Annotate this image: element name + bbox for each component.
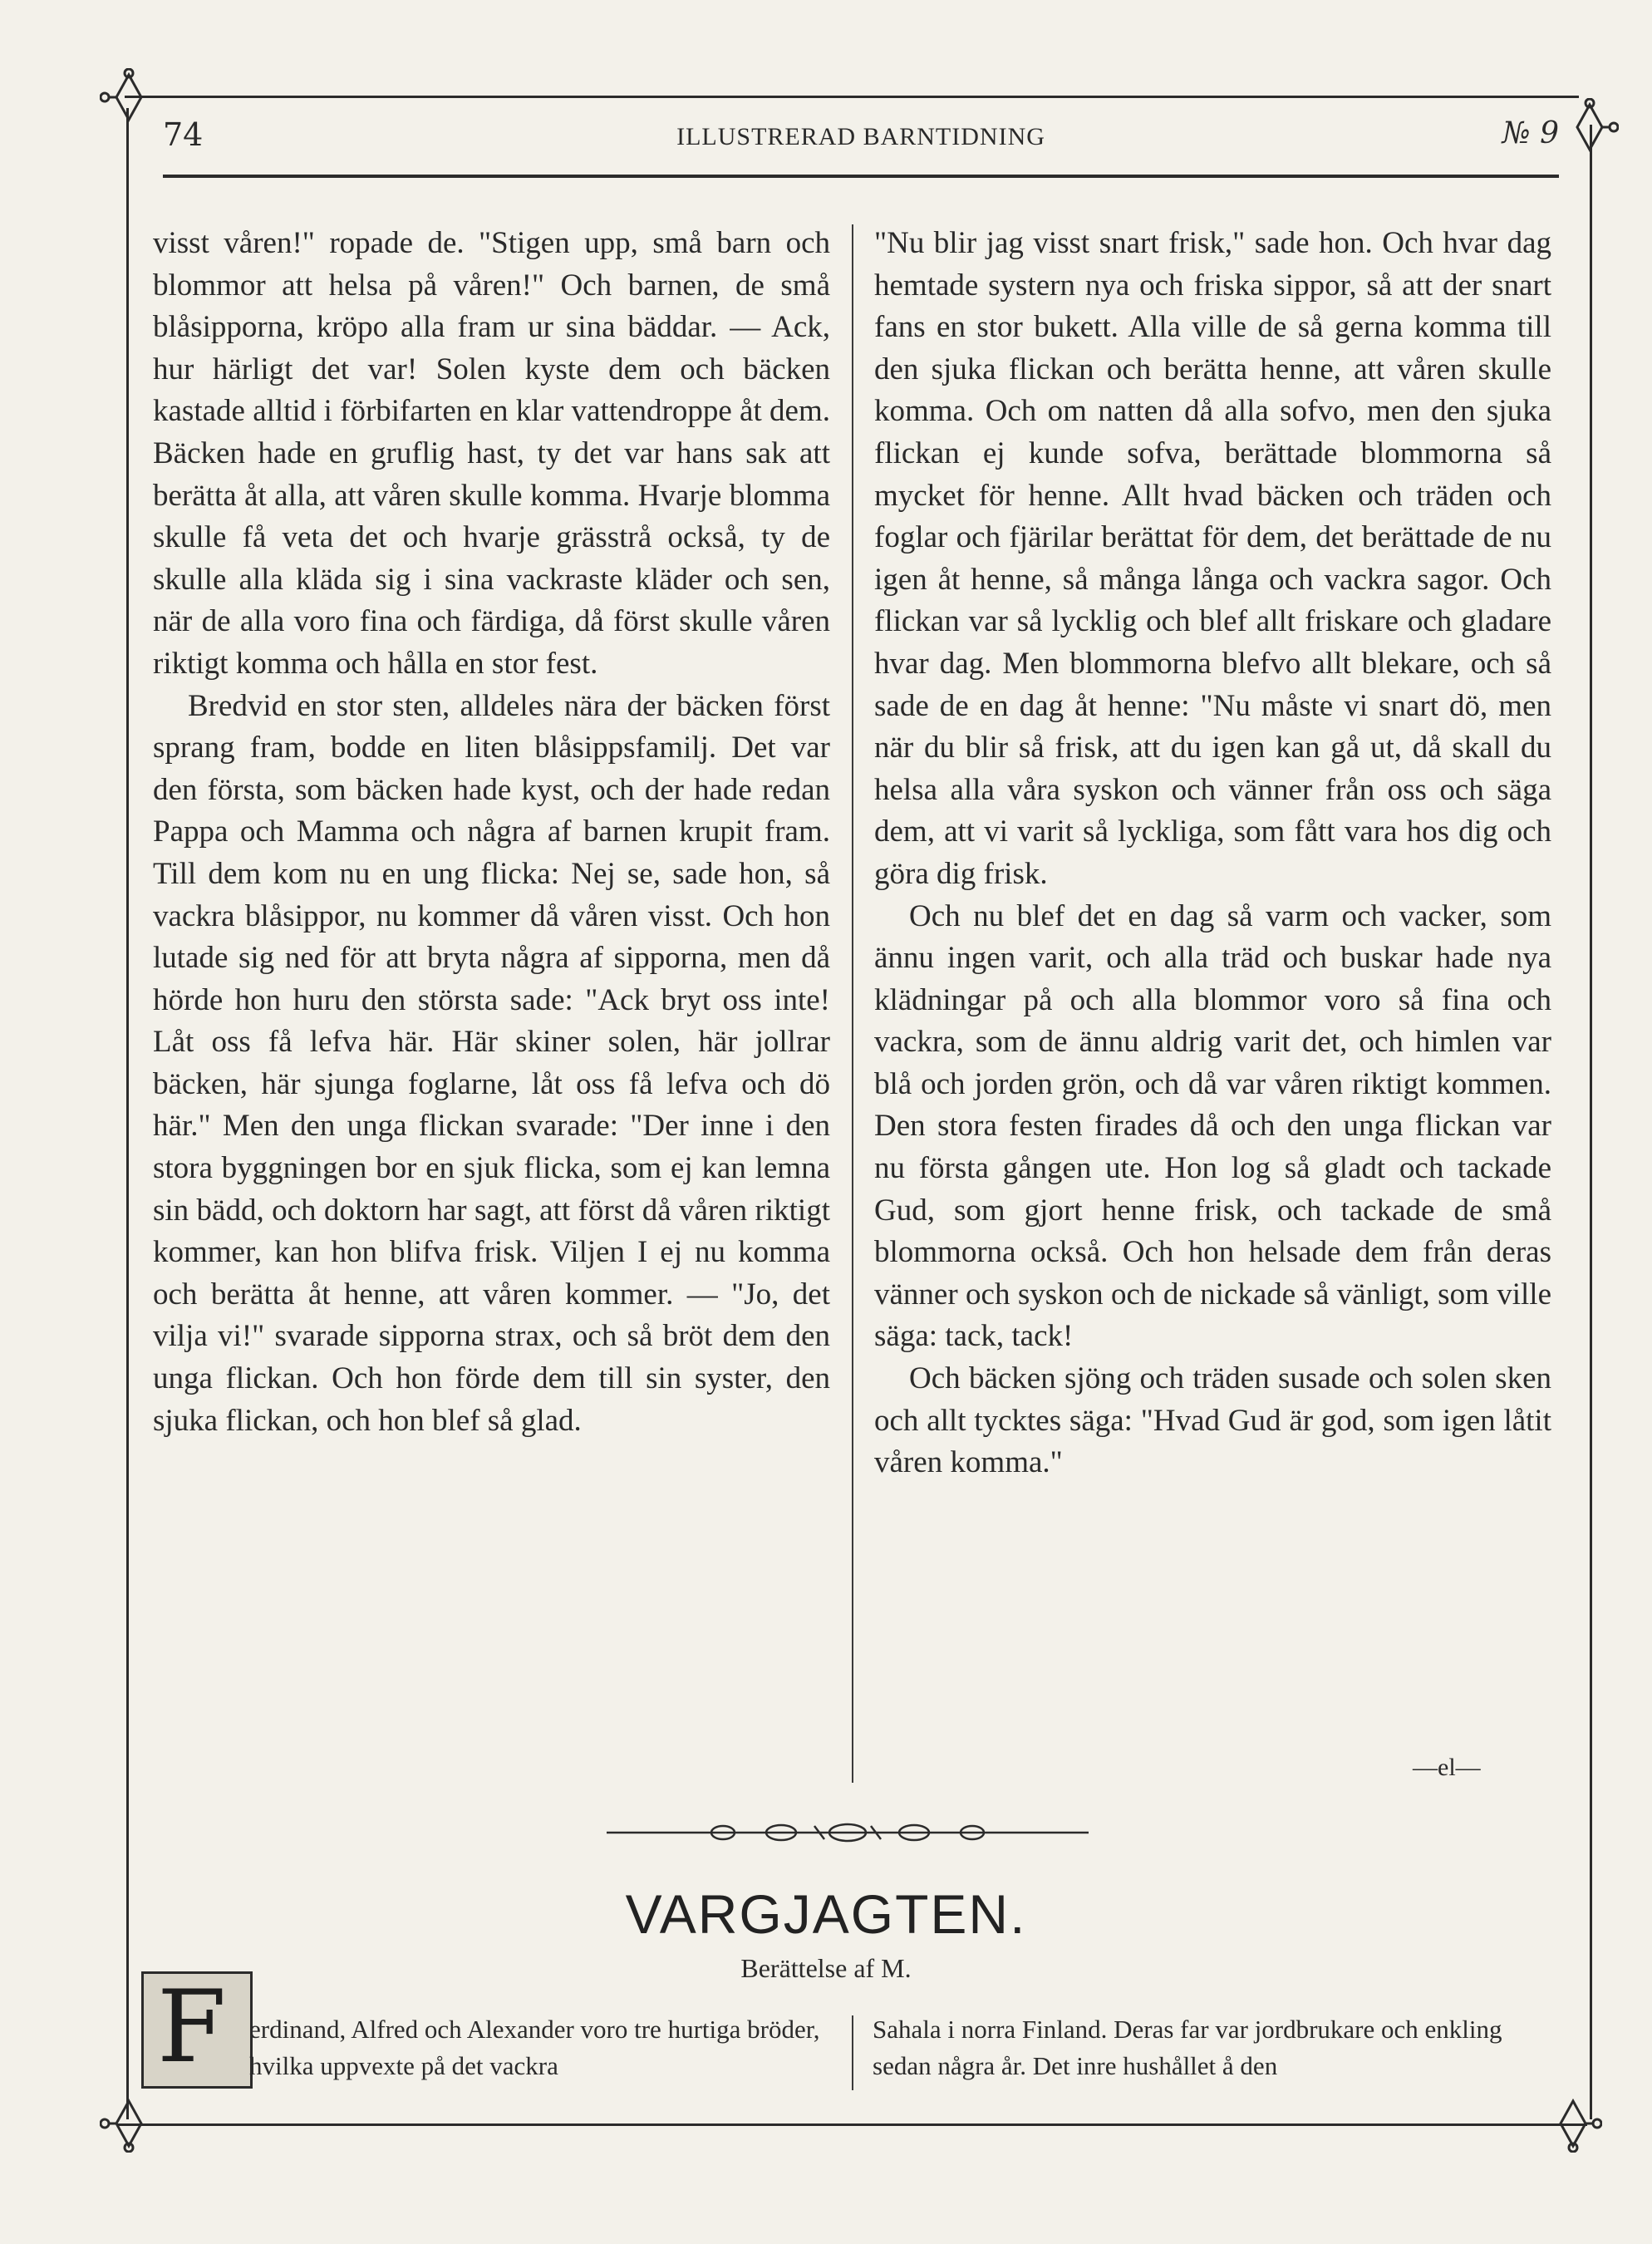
frame-right-rule — [1590, 125, 1592, 2119]
story-text-right: Sahala i norra Finland. Deras far var jordbrukare och enkling sedan några år. Det inre hushållet å den — [873, 2015, 1502, 2080]
article-signature: —el— — [1413, 1754, 1481, 1781]
issue-number: № 9 — [1502, 116, 1559, 150]
story-title: VARGJAGTEN. — [625, 1883, 1027, 1945]
column-divider — [852, 2015, 853, 2090]
article-right-column — [874, 223, 1551, 1484]
header-rule — [163, 175, 1559, 178]
corner-ornament-bottom-right — [1544, 2094, 1602, 2153]
article-paragraph: Och bäcken sjöng och träden susade och solen sken och allt tycktes säga: "Hvad Gud är god, som igen låtit våren komma." — [874, 1361, 1551, 1480]
corner-ornament-top-right — [1561, 98, 1619, 156]
page-header — [163, 116, 1559, 166]
article-paragraph: Bredvid en stor sten, alldeles nära der bäcken först sprang fram, bodde en liten blåsippsfamilj. Det var den första, som bäcken hade kyst, och der hade redan Pappa och Mamma och några af barnen krupit fram. Till dem kom nu en ung flicka: Nej se, sade hon, så vackra blåsippor, nu kommer då våren visst. Och hon lutade sig ned för att bryta några af sipporna, men då hörde hon huru den största sade: "Ack bryt oss inte! Låt oss få lefva här. Här skiner solen, här jollrar bäcken, här sjunga foglarne, låt oss få lefva och dö här." Men den unga flickan svarade: "Der inne i den stora byggningen bor en sjuk flicka, som ej kan lemna sin bädd, och doktorn har sagt, att först då våren riktigt kommer, kan hon blifva frisk. Viljen I ej nu komma och berätta åt henne, att våren kommer. — "Jo, det vilja vi!" svarade sipporna strax, och så bröt dem den unga flickan. Och hon förde dem till sin syster, den sjuka flickan, och hon blef så glad. — [153, 688, 830, 1438]
story-text-left: erdinand, Alfred och Alexander voro tre hurtiga bröder, hvilka uppvexte på det vackra — [249, 2015, 820, 2080]
article-paragraph: visst våren!" ropade de. "Stigen upp, små barn och blommor att helsa på våren!" Och barnen, de små blåsipporna, kröpo alla fram ur sina bäddar. — Ack, hur härligt det var! Solen kyste dem och bäcken kastade alltid i förbifarten en klar vattendroppe åt dem. Bäcken hade en gruflig hast, ty det var hans sak att berätta åt alla, att våren skulle komma. Hvarje blomma skulle få veta det och hvarje grässtrå också, ty de skulle alla kläda sig i sina vackraste kläder och sen, när de alla voro fina och färdiga, då först skulle våren riktigt komma och hålla en stor fest. — [153, 226, 830, 681]
column-divider — [852, 224, 853, 1783]
story-byline: Berättelse af M. — [740, 1953, 912, 1983]
corner-ornament-bottom-left — [100, 2094, 158, 2153]
decorative-divider — [607, 1816, 1089, 1849]
drop-cap — [141, 1971, 253, 2089]
drop-cap-letter: F — [157, 1970, 227, 2085]
corner-ornament-top-left — [100, 68, 158, 126]
article-paragraph: "Nu blir jag visst snart frisk," sade hon. Och hvar dag hemtade systern nya och friska sippor, så att der snart fans en stor bukett. Alla ville de så gerna komma till den sjuka flickan och berätta henne, att våren skulle komma. Och om natten då alla sofvo, men den sjuka flickan ej kunde sofva, berättade blommorna så mycket för henne. Allt hvad bäcken och träden och foglar och fjärilar berättat för dem, det berättade de nu igen åt henne, så många långa och vackra sagor. Och flickan var så lycklig och blef allt friskare och gladare hvar dag. Men blommorna blefvo allt blekare, och så sade de en dag åt henne: "Nu måste vi snart dö, men när du blir så frisk, att du igen kan gå ut, då skall du helsa alla våra syskon och vänner från oss och säga dem, att vi varit så lyckliga, som fått vara hos dig och göra dig frisk. — [874, 226, 1551, 891]
frame-bottom-rule — [116, 2123, 1587, 2126]
frame-left-rule — [126, 108, 129, 2119]
article-paragraph: Och nu blef det en dag så varm och vacker, som ännu ingen varit, och alla träd och buskar hade nya klädningar på och alla blommor voro så fina och vackra, som de ännu aldrig varit det, och himlen var blå och jorden grön, och då var våren riktigt kommen. Den stora festen firades då och den unga flickan var nu första gången ute. Hon log så gladt och tackade Gud, som gjort henne frisk, och tackade de små blommorna också. Och hon helsade dem från deras vänner och syskon och de nickade så vänligt, som ville säga: tack, tack! — [874, 898, 1551, 1354]
article-left-column — [153, 223, 830, 1442]
publication-title: ILLUSTRERAD BARNTIDNING — [676, 123, 1045, 150]
page-number: 74 — [163, 116, 204, 153]
frame-top-rule — [125, 96, 1579, 98]
